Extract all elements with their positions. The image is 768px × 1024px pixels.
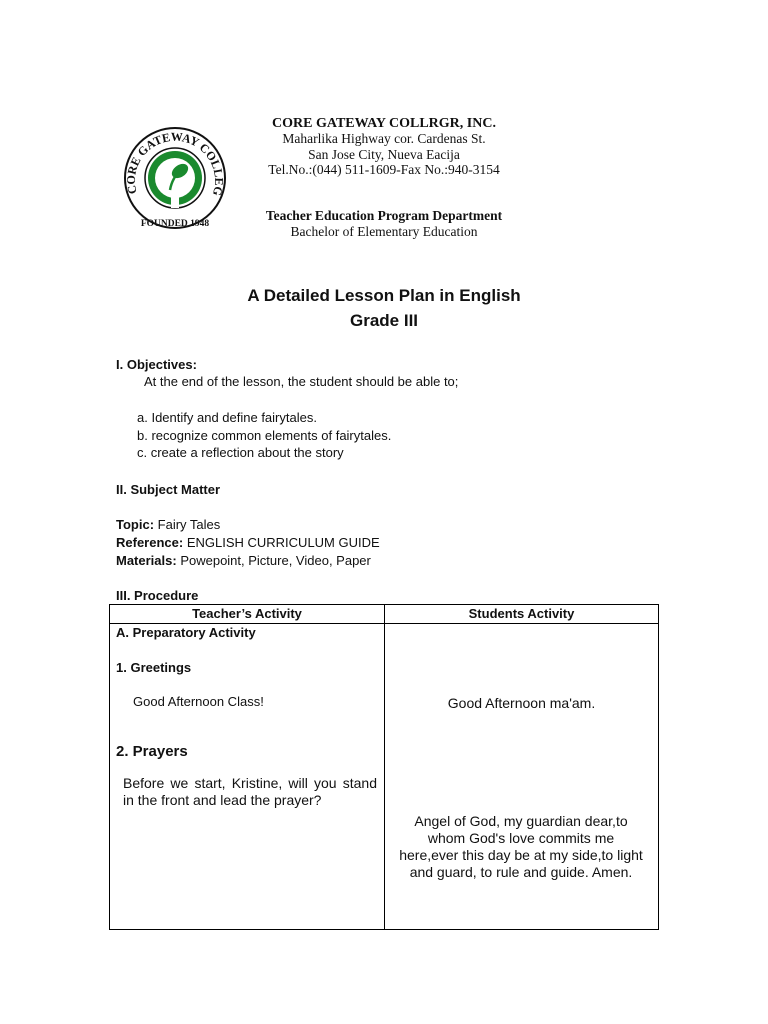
materials-label: Materials: [116, 553, 177, 568]
institution-name: CORE GATEWAY COLLRGR, INC. [272, 116, 496, 131]
teacher-activity-header: Teacher’s Activity [192, 606, 302, 621]
address-line-1: Maharlika Highway cor. Cardenas St. [282, 131, 486, 146]
materials-value: Powepoint, Picture, Video, Paper [176, 553, 371, 568]
topic-line [116, 516, 220, 534]
objective-item: c. create a reflection about the story [137, 445, 344, 460]
document-title: A Detailed Lesson Plan in English [247, 286, 521, 305]
teacher-greeting: Good Afternoon Class! [133, 694, 264, 709]
materials-line [116, 552, 371, 570]
students-prayer: Angel of God, my guardian dear,to whom God's love commits me here,ever this day be at my side,to light and guard, to rule and guide. Amen. [399, 813, 643, 880]
document-subtitle: Grade III [349, 311, 419, 330]
address-line-2: San Jose City, Nueva Eacija [308, 147, 460, 162]
table-column-divider [384, 605, 385, 929]
greetings-heading: 1. Greetings [116, 660, 192, 675]
reference-value: ENGLISH CURRICULUM GUIDE [183, 535, 380, 550]
teacher-prayer-request: Before we start, Kristine, will you stand in the front and lead the prayer? [123, 775, 377, 808]
procedure-heading: III. Procedure [116, 588, 199, 603]
objectives-intro: At the end of the lesson, the student should be able to; [144, 374, 459, 389]
objective-item: a. Identify and define fairytales. [137, 410, 317, 425]
contact-line: Tel.No.:(044) 511-1609-Fax No.:940-3154 [268, 162, 500, 177]
degree-name: Bachelor of Elementary Education [290, 224, 478, 239]
students-greeting: Good Afternoon ma'am. [447, 695, 596, 711]
logo-founded-text: FOUNDED 1948 [140, 219, 210, 229]
prayers-heading: 2. Prayers [116, 743, 188, 760]
table-header-divider [110, 623, 658, 624]
reference-label: Reference: [116, 535, 184, 550]
subject-matter-heading: II. Subject Matter [116, 482, 221, 497]
logo-ring-text: CORE GATEWAY COLLEG [123, 129, 227, 198]
topic-label: Topic: [116, 517, 155, 532]
students-activity-header: Students Activity [468, 606, 575, 621]
department-name: Teacher Education Program Department [265, 208, 503, 223]
objective-item: b. recognize common elements of fairytales. [137, 428, 392, 443]
objectives-heading: I. Objectives: [116, 357, 197, 372]
procedure-table [109, 604, 659, 930]
topic-value: Fairy Tales [154, 517, 221, 532]
preparatory-activity-heading: A. Preparatory Activity [116, 625, 256, 640]
reference-line [116, 534, 380, 552]
